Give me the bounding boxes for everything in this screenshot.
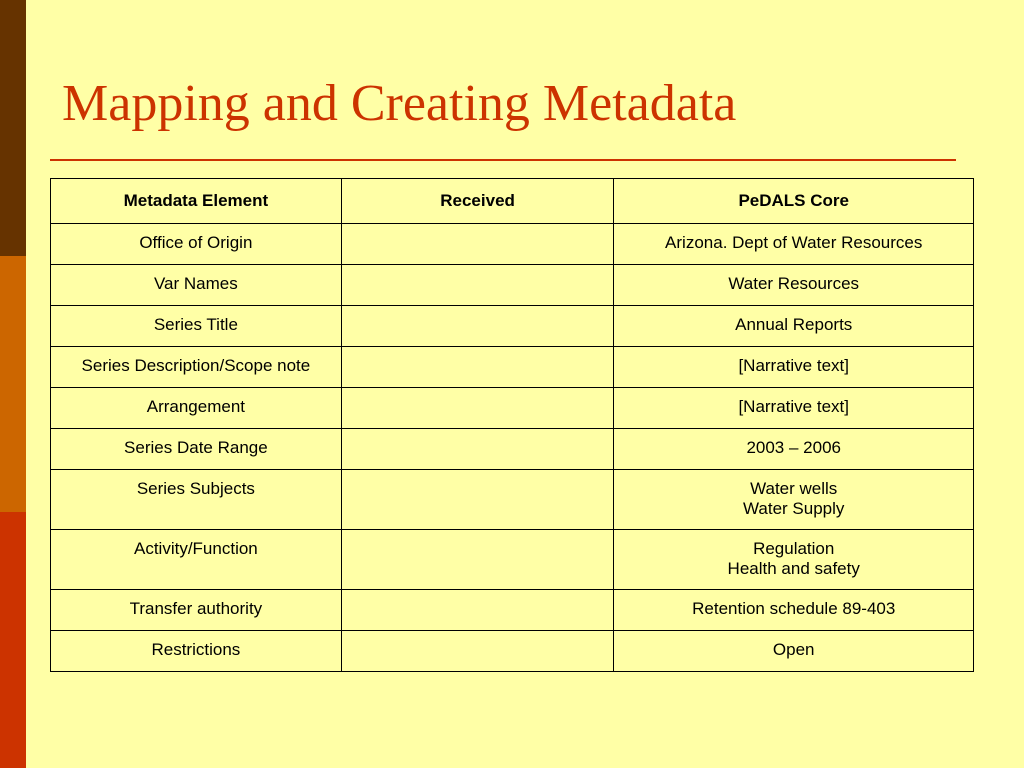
- cell-received: [341, 470, 614, 530]
- cell-received: [341, 429, 614, 470]
- cell-received: [341, 590, 614, 631]
- cell-element: Var Names: [51, 265, 342, 306]
- cell-element: Series Subjects: [51, 470, 342, 530]
- cell-core: [614, 631, 974, 672]
- cell-core-line: Retention schedule 89-403: [692, 599, 896, 618]
- table-row: [51, 265, 974, 306]
- metadata-table: [50, 178, 974, 672]
- cell-received: [341, 265, 614, 306]
- table-row: [51, 590, 974, 631]
- cell-element: Restrictions: [51, 631, 342, 672]
- cell-core: [614, 530, 974, 590]
- table-header-row: [51, 179, 974, 224]
- cell-core-line: [Narrative text]: [738, 397, 849, 416]
- header-pedals-core: PeDALS Core: [614, 179, 974, 224]
- cell-core-line: Health and safety: [727, 559, 860, 578]
- cell-core-line: 2003 – 2006: [746, 438, 841, 457]
- title-divider: [50, 159, 956, 161]
- table-row: [51, 631, 974, 672]
- table-row: [51, 429, 974, 470]
- cell-core: [614, 347, 974, 388]
- cell-core-line: Water Resources: [728, 274, 860, 293]
- cell-element: Office of Origin: [51, 224, 342, 265]
- header-received: Received: [341, 179, 614, 224]
- slide-title: Mapping and Creating Metadata: [62, 75, 737, 132]
- cell-core-line: Water wells: [750, 479, 838, 498]
- cell-element: Series Date Range: [51, 429, 342, 470]
- cell-core-line: Arizona. Dept of Water Resources: [665, 233, 923, 252]
- table-row: [51, 388, 974, 429]
- cell-received: [341, 306, 614, 347]
- sidebar-segment-middle: [0, 256, 26, 512]
- cell-element: Series Title: [51, 306, 342, 347]
- cell-received: [341, 631, 614, 672]
- cell-core-line: Water Supply: [743, 499, 845, 518]
- header-metadata-element: Metadata Element: [51, 179, 342, 224]
- cell-core: [614, 265, 974, 306]
- table-row: [51, 306, 974, 347]
- cell-core-line: Annual Reports: [735, 315, 853, 334]
- cell-core: [614, 429, 974, 470]
- cell-core-line: Open: [772, 640, 815, 659]
- cell-core: [614, 590, 974, 631]
- cell-element: Series Description/Scope note: [51, 347, 342, 388]
- table-row: [51, 224, 974, 265]
- cell-received: [341, 347, 614, 388]
- sidebar-segment-top: [0, 0, 26, 256]
- cell-received: [341, 224, 614, 265]
- cell-received: [341, 530, 614, 590]
- table-row: [51, 530, 974, 590]
- cell-received: [341, 388, 614, 429]
- cell-core: [614, 388, 974, 429]
- sidebar-segment-bottom: [0, 512, 26, 768]
- cell-core: [614, 470, 974, 530]
- cell-core-line: [Narrative text]: [738, 356, 849, 375]
- cell-core: [614, 224, 974, 265]
- table-row: [51, 347, 974, 388]
- cell-core: [614, 306, 974, 347]
- cell-element: Arrangement: [51, 388, 342, 429]
- cell-element: Transfer authority: [51, 590, 342, 631]
- table-row: [51, 470, 974, 530]
- cell-core-line: Regulation: [753, 539, 835, 558]
- cell-element: Activity/Function: [51, 530, 342, 590]
